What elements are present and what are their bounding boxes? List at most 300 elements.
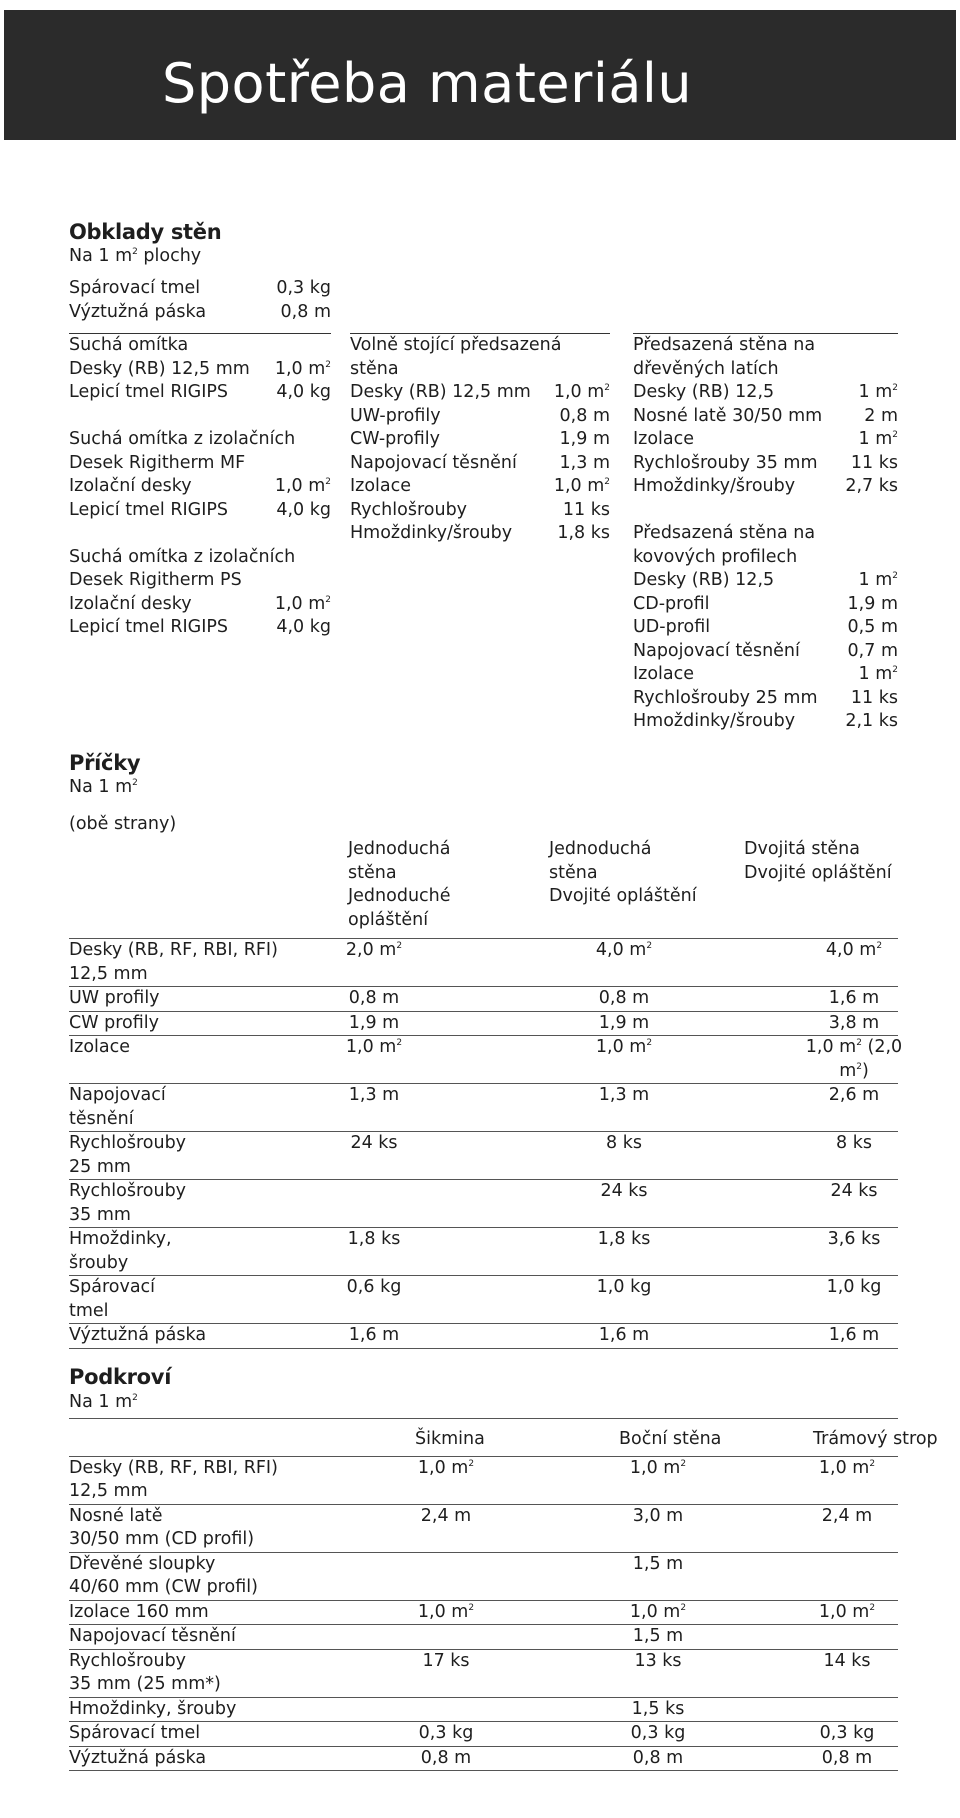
cell-value bbox=[812, 1722, 882, 1746]
column-header-line: Jednoduchá stěna bbox=[348, 839, 451, 883]
cell-sup: 2 bbox=[396, 941, 403, 952]
cell-text: 4,0 m bbox=[825, 940, 877, 960]
group bbox=[633, 522, 898, 734]
table-row bbox=[69, 1132, 898, 1180]
item-value bbox=[276, 277, 331, 301]
value-text: 1,0 m bbox=[274, 476, 326, 496]
table-cell bbox=[279, 1228, 489, 1276]
table-cell bbox=[279, 1036, 489, 1084]
row-label-line: 12,5 mm bbox=[69, 1481, 148, 1501]
cell-sup: 2 bbox=[856, 1038, 862, 1049]
cell-value bbox=[812, 1601, 882, 1625]
row-label-line: Nosné latě bbox=[69, 1505, 163, 1526]
table-row bbox=[69, 1276, 898, 1324]
item-row bbox=[69, 358, 331, 382]
obklady-basic-list bbox=[69, 277, 331, 324]
cell-text: 3,6 ks bbox=[827, 1229, 881, 1249]
cell-text: 1,6 m bbox=[598, 1325, 650, 1345]
item-value bbox=[845, 710, 898, 734]
subtitle-text: Na 1 m bbox=[69, 777, 133, 797]
group-title: Předsazená stěna na bbox=[633, 333, 898, 358]
cell-value bbox=[339, 1132, 409, 1156]
group bbox=[69, 428, 331, 522]
table-cell bbox=[489, 1625, 699, 1650]
table-cell bbox=[699, 1036, 903, 1084]
group-title: stěna bbox=[350, 358, 399, 379]
value-text: 0,7 m bbox=[847, 640, 898, 661]
item-value bbox=[845, 475, 898, 499]
table-row bbox=[69, 1228, 898, 1276]
table-cell bbox=[279, 1552, 489, 1600]
cell-value bbox=[589, 1036, 659, 1060]
item-label: Lepicí tmel RIGIPS bbox=[69, 382, 229, 402]
row-label bbox=[69, 1504, 279, 1552]
column-header: Šikmina bbox=[279, 1419, 489, 1457]
item-row bbox=[633, 452, 898, 476]
item-label: Lepicí tmel RIGIPS bbox=[69, 499, 229, 520]
title-banner bbox=[4, 10, 956, 140]
value-sup: 2 bbox=[892, 665, 898, 676]
value-sup: 2 bbox=[892, 571, 898, 582]
item-label: UD-profil bbox=[633, 617, 711, 637]
value-sup: 2 bbox=[325, 594, 331, 605]
group-title: Suchá omítka bbox=[69, 333, 331, 358]
cell-value bbox=[589, 1084, 659, 1108]
item-label: Izolační desky bbox=[69, 476, 192, 496]
column-header bbox=[489, 838, 699, 939]
cell-value bbox=[623, 1698, 693, 1722]
cell-text: 0,8 m bbox=[420, 1747, 472, 1768]
row-label bbox=[69, 1697, 279, 1722]
table-cell bbox=[489, 1180, 699, 1228]
table-cell bbox=[489, 1132, 699, 1180]
row-label bbox=[69, 1276, 279, 1324]
table-cell bbox=[699, 1722, 898, 1747]
cell-text: 0,3 kg bbox=[418, 1723, 474, 1743]
table-cell bbox=[279, 1011, 489, 1036]
item-label: Izolace bbox=[350, 476, 412, 496]
cell-sup: 2 bbox=[468, 1458, 475, 1469]
row-label bbox=[69, 1600, 279, 1625]
value-text: 0,8 m bbox=[280, 301, 331, 322]
item-value bbox=[281, 301, 331, 325]
cell-text: 3,8 m bbox=[828, 1012, 880, 1033]
item-value bbox=[275, 475, 331, 499]
item-row bbox=[633, 710, 898, 734]
item-row bbox=[69, 616, 331, 640]
cell-value bbox=[812, 1505, 882, 1529]
value-text: 1,3 m bbox=[559, 452, 610, 473]
table-row bbox=[69, 1036, 898, 1084]
cell-text: 0,8 m bbox=[348, 988, 400, 1008]
row-label-line: těsnění bbox=[69, 1108, 134, 1129]
cell-text: 1,5 m bbox=[632, 1553, 684, 1574]
cell-value bbox=[589, 939, 659, 963]
table-cell bbox=[489, 1504, 699, 1552]
row-label-line: Rychlošrouby bbox=[69, 1650, 187, 1671]
column-header-line: Dvojité opláštění bbox=[744, 862, 892, 883]
row-label-line: Izolace bbox=[69, 1037, 131, 1057]
cell-sup: 2 bbox=[856, 1061, 862, 1072]
cell-text: (2,0 m bbox=[839, 1037, 903, 1081]
row-label-line: Rychlošrouby bbox=[69, 1181, 187, 1201]
row-label-line: šrouby bbox=[69, 1252, 129, 1273]
cell-sup: 2 bbox=[680, 1602, 687, 1613]
cell-value bbox=[623, 1553, 693, 1577]
item-value bbox=[851, 687, 898, 711]
item-label: Hmoždinky/šrouby bbox=[633, 711, 796, 731]
item-value bbox=[859, 663, 898, 687]
subtitle-text: Na 1 m bbox=[69, 1392, 133, 1412]
row-label-line: Výztužná páska bbox=[69, 1325, 207, 1345]
item-label: Spárovací tmel bbox=[69, 278, 201, 298]
column-header-line: Jednoduché opláštění bbox=[348, 886, 451, 930]
table-row bbox=[69, 1625, 898, 1650]
row-label bbox=[69, 1324, 279, 1349]
item-value bbox=[859, 381, 898, 405]
value-sup: 2 bbox=[604, 383, 610, 394]
subtitle-sup: 2 bbox=[132, 247, 138, 258]
item-label: Výztužná páska bbox=[69, 301, 207, 322]
cell-text: 1,0 kg bbox=[596, 1277, 652, 1297]
cell-sup: 2 bbox=[869, 1458, 876, 1469]
value-sup: 2 bbox=[892, 383, 898, 394]
column-header bbox=[699, 838, 898, 939]
item-label: Rychlošrouby bbox=[350, 499, 468, 520]
item-value bbox=[554, 475, 610, 499]
cell-value bbox=[794, 939, 914, 963]
table-header-row bbox=[69, 838, 898, 939]
cell-text: 3,0 m bbox=[632, 1505, 684, 1526]
table-cell bbox=[699, 1625, 898, 1650]
table-cell bbox=[699, 1697, 898, 1722]
table-cell bbox=[279, 987, 489, 1012]
value-text: 1 m bbox=[858, 664, 893, 684]
cell-text: 13 ks bbox=[634, 1650, 682, 1671]
table-row bbox=[69, 1456, 898, 1504]
cell-value bbox=[339, 1084, 409, 1108]
row-label-line: Spárovací bbox=[69, 1277, 156, 1297]
table-cell bbox=[279, 1600, 489, 1625]
cell-text: 1,8 ks bbox=[347, 1229, 401, 1249]
cell-value bbox=[411, 1722, 481, 1746]
table-cell bbox=[279, 1084, 489, 1132]
group-title: Suchá omítka z izolačních bbox=[69, 546, 296, 567]
item-value bbox=[557, 522, 610, 546]
cell-value bbox=[812, 1747, 882, 1771]
cell-value bbox=[623, 1650, 693, 1674]
cell-text: 0,8 m bbox=[821, 1747, 873, 1768]
row-label-line: 40/60 mm (CW profil) bbox=[69, 1577, 258, 1597]
item-row bbox=[69, 381, 331, 405]
table-cell bbox=[489, 1649, 699, 1697]
value-text: 11 ks bbox=[850, 687, 898, 708]
cell-text: 8 ks bbox=[836, 1133, 872, 1153]
row-label bbox=[69, 1036, 279, 1084]
column-header-line: Dvojité opláštění bbox=[549, 886, 697, 906]
table-cell bbox=[279, 1722, 489, 1747]
item-label: CD-profil bbox=[633, 593, 710, 614]
cell-text: 0,8 m bbox=[632, 1747, 684, 1768]
table-row bbox=[69, 1084, 898, 1132]
table-cell bbox=[699, 1552, 898, 1600]
cell-value bbox=[411, 1457, 481, 1481]
row-label-line: Desky (RB, RF, RBI, RFI) bbox=[69, 940, 278, 960]
cell-text: 1,3 m bbox=[598, 1085, 650, 1105]
subtitle-sup: 2 bbox=[132, 778, 138, 789]
table-cell bbox=[699, 1132, 898, 1180]
cell-value bbox=[623, 1505, 693, 1529]
cell-value bbox=[411, 1601, 481, 1625]
cell-value bbox=[794, 1228, 914, 1252]
table-cell bbox=[489, 939, 699, 987]
table-row bbox=[69, 939, 898, 987]
item-value bbox=[851, 452, 898, 476]
item-label: Nosné latě 30/50 mm bbox=[633, 405, 823, 426]
cell-text: 2,6 m bbox=[828, 1085, 880, 1105]
cell-text: 2,4 m bbox=[420, 1505, 472, 1526]
cell-text: 1,3 m bbox=[348, 1085, 400, 1105]
cell-value bbox=[339, 1324, 409, 1348]
item-row bbox=[633, 616, 898, 640]
cell-sup: 2 bbox=[646, 941, 653, 952]
cell-text: 1,5 m bbox=[632, 1626, 684, 1646]
section-subtitle-obklady bbox=[69, 245, 201, 269]
item-value bbox=[859, 569, 898, 593]
column-header: Trámový strop bbox=[699, 1419, 898, 1457]
table-cell bbox=[489, 1036, 699, 1084]
table-cell bbox=[279, 1132, 489, 1180]
cell-value bbox=[411, 1505, 481, 1529]
table-header-row bbox=[69, 1419, 898, 1457]
row-label bbox=[69, 1084, 279, 1132]
subtitle-tail: plochy bbox=[137, 246, 202, 266]
cell-text: 1,0 m bbox=[818, 1601, 870, 1622]
item-row bbox=[350, 405, 610, 429]
value-sup: 2 bbox=[325, 359, 331, 370]
value-sup: 2 bbox=[892, 430, 898, 441]
item-row bbox=[633, 475, 898, 499]
row-label bbox=[69, 1552, 279, 1600]
item-value bbox=[275, 358, 331, 382]
table-cell bbox=[489, 1697, 699, 1722]
row-label-line: Napojovací těsnění bbox=[69, 1626, 236, 1646]
group-gap bbox=[69, 522, 331, 546]
item-label: Izolace bbox=[633, 664, 695, 684]
cell-text: 0,8 m bbox=[598, 988, 650, 1008]
row-label bbox=[69, 987, 279, 1012]
cell-value bbox=[794, 1036, 914, 1083]
item-row bbox=[350, 452, 610, 476]
value-text: 1,9 m bbox=[847, 593, 898, 614]
obklady-column-1 bbox=[69, 333, 331, 640]
item-label: Napojovací těsnění bbox=[350, 452, 517, 473]
cell-value bbox=[623, 1625, 693, 1649]
table-cell bbox=[489, 1324, 699, 1349]
item-label: Izolace bbox=[633, 429, 695, 449]
cell-text: 1,0 m bbox=[629, 1457, 681, 1478]
item-row bbox=[350, 381, 610, 405]
item-row bbox=[633, 687, 898, 711]
item-value bbox=[276, 381, 331, 405]
cell-value bbox=[812, 1457, 882, 1481]
table-row bbox=[69, 1722, 898, 1747]
table-cell bbox=[489, 1084, 699, 1132]
row-label-line: CW profily bbox=[69, 1012, 159, 1033]
value-text: 0,8 m bbox=[559, 405, 610, 426]
table-cell bbox=[699, 1746, 898, 1771]
cell-text: 1,9 m bbox=[348, 1012, 400, 1033]
table-cell bbox=[699, 1600, 898, 1625]
item-label: Desky (RB) 12,5 bbox=[633, 570, 775, 590]
cell-text: 1,0 m bbox=[417, 1457, 469, 1478]
value-text: 1,0 m bbox=[274, 593, 326, 614]
row-label-line: Dřevěné sloupky bbox=[69, 1553, 216, 1574]
value-text: 2 m bbox=[864, 405, 898, 426]
cell-value bbox=[623, 1747, 693, 1771]
value-text: 1 m bbox=[858, 429, 893, 449]
group-gap bbox=[633, 499, 898, 523]
cell-value bbox=[589, 1228, 659, 1252]
item-label: Desky (RB) 12,5 mm bbox=[69, 358, 250, 379]
cell-text: 24 ks bbox=[600, 1181, 648, 1201]
item-row bbox=[350, 428, 610, 452]
item-row bbox=[350, 499, 610, 523]
cell-text: 2,4 m bbox=[821, 1505, 873, 1526]
cell-value bbox=[339, 939, 409, 963]
cell-text: 24 ks bbox=[830, 1181, 878, 1201]
group-title: Desek Rigitherm MF bbox=[69, 452, 246, 473]
cell-text: 14 ks bbox=[823, 1650, 871, 1671]
table-cell bbox=[279, 1625, 489, 1650]
cell-sup: 2 bbox=[869, 1602, 876, 1613]
table-row bbox=[69, 1011, 898, 1036]
cell-text: 1,9 m bbox=[598, 1012, 650, 1033]
group-title: dřevěných latích bbox=[633, 358, 779, 379]
item-value bbox=[563, 499, 610, 523]
table-cell bbox=[489, 1552, 699, 1600]
cell-value bbox=[794, 987, 914, 1011]
value-text: 11 ks bbox=[562, 499, 610, 520]
item-value bbox=[276, 616, 331, 640]
item-row bbox=[633, 405, 898, 429]
row-label-line: tmel bbox=[69, 1300, 109, 1321]
table-cell bbox=[279, 1276, 489, 1324]
cell-text: 8 ks bbox=[606, 1133, 642, 1153]
row-label bbox=[69, 939, 279, 987]
obklady-column-2 bbox=[350, 333, 610, 546]
cell-text: 1,6 m bbox=[828, 988, 880, 1008]
item-row bbox=[69, 301, 331, 325]
section-heading-pricky: Příčky bbox=[69, 751, 141, 775]
row-label bbox=[69, 1625, 279, 1650]
table-cell bbox=[699, 1276, 898, 1324]
item-row bbox=[633, 663, 898, 687]
cell-value bbox=[589, 1324, 659, 1348]
item-value bbox=[859, 428, 898, 452]
table-cell bbox=[279, 1504, 489, 1552]
group-title: Suchá omítka z izolačních bbox=[69, 429, 296, 449]
cell-text: 1,8 ks bbox=[597, 1229, 651, 1249]
row-label bbox=[69, 1228, 279, 1276]
section-subtitle-pricky bbox=[69, 776, 138, 800]
column-header-line: Jednoduchá stěna bbox=[549, 839, 652, 883]
row-label-line: Výztužná páska bbox=[69, 1747, 207, 1768]
cell-text: ) bbox=[861, 1060, 869, 1081]
subtitle-text: Na 1 m bbox=[69, 246, 133, 266]
item-row bbox=[633, 569, 898, 593]
row-label bbox=[69, 1180, 279, 1228]
podkrovi-table bbox=[69, 1418, 938, 1771]
table-row bbox=[69, 1180, 898, 1228]
table-cell bbox=[279, 1180, 489, 1228]
row-label bbox=[69, 1132, 279, 1180]
group-title: Volně stojící předsazená bbox=[350, 333, 610, 358]
group bbox=[633, 333, 898, 499]
table-cell bbox=[489, 1011, 699, 1036]
cell-value bbox=[339, 1012, 409, 1036]
value-text: 11 ks bbox=[850, 452, 898, 473]
item-row bbox=[350, 475, 610, 499]
header-spacer bbox=[69, 838, 279, 939]
cell-sup: 2 bbox=[876, 941, 883, 952]
value-text: 1 m bbox=[858, 570, 893, 590]
row-label-line: Spárovací tmel bbox=[69, 1723, 201, 1743]
table-cell bbox=[699, 1011, 898, 1036]
cell-value bbox=[623, 1601, 693, 1625]
group-gap bbox=[69, 405, 331, 429]
row-label-line: Desky (RB, RF, RBI, RFI) bbox=[69, 1457, 278, 1478]
item-label: Desky (RB) 12,5 bbox=[633, 382, 775, 402]
item-label: Napojovací těsnění bbox=[633, 640, 800, 661]
row-label-line: Napojovací bbox=[69, 1085, 166, 1105]
value-text: 4,0 kg bbox=[276, 382, 331, 402]
cell-text: 0,3 kg bbox=[819, 1723, 875, 1743]
cell-text: 1,0 m bbox=[629, 1601, 681, 1622]
cell-value bbox=[411, 1747, 481, 1771]
cell-text: 1,0 m bbox=[805, 1037, 857, 1057]
value-text: 1 m bbox=[858, 382, 893, 402]
cell-text: 24 ks bbox=[350, 1133, 398, 1153]
page-title: Spotřeba materiálu bbox=[162, 52, 693, 115]
table-cell bbox=[279, 1697, 489, 1722]
cell-value bbox=[794, 1084, 914, 1108]
row-label-line: Hmoždinky, šrouby bbox=[69, 1698, 237, 1719]
cell-text: 2,0 m bbox=[345, 940, 397, 960]
table-cell bbox=[699, 1084, 898, 1132]
value-text: 2,1 ks bbox=[845, 711, 898, 731]
cell-text: 0,6 kg bbox=[346, 1277, 402, 1297]
item-label: Rychlošrouby 25 mm bbox=[633, 687, 818, 708]
table-row bbox=[69, 1324, 898, 1349]
pricky-table bbox=[69, 838, 903, 1349]
table-cell bbox=[489, 1600, 699, 1625]
item-label: Hmoždinky/šrouby bbox=[633, 476, 796, 496]
item-label: Desky (RB) 12,5 mm bbox=[350, 382, 531, 402]
value-sup: 2 bbox=[604, 477, 610, 488]
cell-text: 1,6 m bbox=[348, 1325, 400, 1345]
item-label: Izolační desky bbox=[69, 593, 192, 614]
cell-sup: 2 bbox=[396, 1038, 403, 1049]
cell-text: 1,0 kg bbox=[826, 1277, 882, 1297]
row-label-line: Izolace 160 mm bbox=[69, 1601, 209, 1622]
cell-sup: 2 bbox=[680, 1458, 687, 1469]
table-cell bbox=[279, 939, 489, 987]
table-cell bbox=[699, 1456, 898, 1504]
row-label-line: 12,5 mm bbox=[69, 963, 148, 984]
value-text: 2,7 ks bbox=[845, 476, 898, 496]
table-cell bbox=[699, 1228, 898, 1276]
